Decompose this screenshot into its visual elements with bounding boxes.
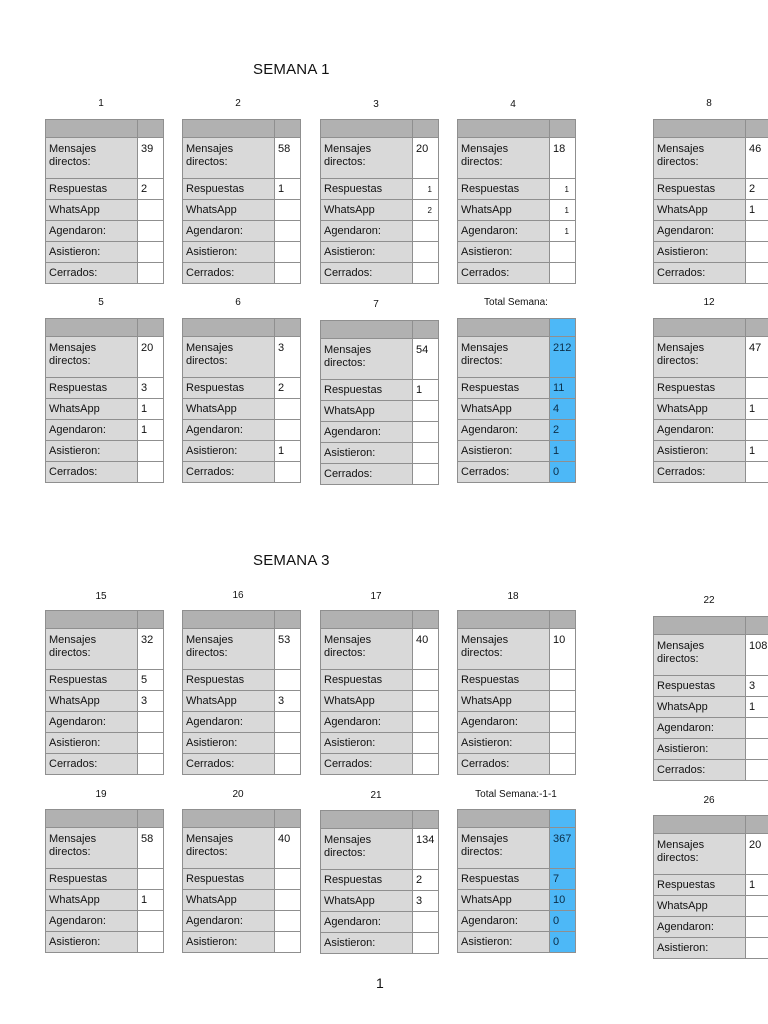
row-label: Mensajes directos: <box>321 829 413 870</box>
row-label: Asistieron: <box>458 242 550 263</box>
row-value <box>746 242 768 263</box>
row-label: WhatsApp <box>458 200 550 221</box>
row-value <box>413 733 439 754</box>
day-label: 1 <box>98 98 104 109</box>
row-label: Cerrados: <box>46 754 138 775</box>
row-value <box>413 422 439 443</box>
row-value: 40 <box>275 828 301 869</box>
row-label: Asistieron: <box>46 733 138 754</box>
row-label: Mensajes directos: <box>183 828 275 869</box>
total-table <box>457 809 576 953</box>
row-value: 3 <box>275 337 301 378</box>
row-label: WhatsApp <box>654 896 746 917</box>
total-value: 0 <box>550 932 576 953</box>
row-value: 20 <box>138 337 164 378</box>
day-label: 16 <box>232 590 244 601</box>
day-table <box>182 610 301 775</box>
row-label: Cerrados: <box>458 754 550 775</box>
day-label: 12 <box>703 297 715 308</box>
row-value <box>746 378 768 399</box>
day-label: 2 <box>235 98 241 109</box>
row-value: 3 <box>275 691 301 712</box>
row-value <box>275 911 301 932</box>
row-label: Cerrados: <box>321 263 413 284</box>
row-label: Agendaron: <box>654 420 746 441</box>
row-value <box>550 712 576 733</box>
row-value <box>413 754 439 775</box>
row-label: Mensajes directos: <box>46 828 138 869</box>
total-value: 1 <box>550 441 576 462</box>
row-label: Respuestas <box>183 670 275 691</box>
row-label: Mensajes directos: <box>654 635 746 676</box>
row-value <box>746 263 768 284</box>
day-label: 6 <box>235 297 241 308</box>
day-label: 4 <box>510 99 516 110</box>
day-table <box>182 119 301 284</box>
row-value: 1 <box>550 200 576 221</box>
row-value: 1 <box>275 179 301 200</box>
row-value: 39 <box>138 138 164 179</box>
row-label: WhatsApp <box>654 697 746 718</box>
row-value <box>275 754 301 775</box>
day-table <box>45 809 164 953</box>
row-label: Cerrados: <box>321 464 413 485</box>
row-label: Cerrados: <box>46 263 138 284</box>
row-value <box>138 242 164 263</box>
day-label: 5 <box>98 297 104 308</box>
row-label: Asistieron: <box>321 443 413 464</box>
row-value <box>413 464 439 485</box>
day-table <box>457 610 576 775</box>
row-label: Cerrados: <box>46 462 138 483</box>
row-label: Respuestas <box>321 870 413 891</box>
row-label: Agendaron: <box>183 911 275 932</box>
row-label: Asistieron: <box>458 932 550 953</box>
total-value: 2 <box>550 420 576 441</box>
row-label: Asistieron: <box>458 441 550 462</box>
row-label: Mensajes directos: <box>458 629 550 670</box>
row-label: Respuestas <box>654 378 746 399</box>
row-label: Respuestas <box>46 670 138 691</box>
row-label: Respuestas <box>654 676 746 697</box>
total-value: 0 <box>550 911 576 932</box>
row-label: Agendaron: <box>458 911 550 932</box>
row-label: Cerrados: <box>321 754 413 775</box>
row-label: Asistieron: <box>654 242 746 263</box>
row-label: Mensajes directos: <box>183 337 275 378</box>
page-number: 1 <box>376 975 384 991</box>
row-label: Agendaron: <box>183 712 275 733</box>
row-label: Mensajes directos: <box>321 339 413 380</box>
day-label: 8 <box>706 98 712 109</box>
day-label: 22 <box>703 595 715 606</box>
row-value: 2 <box>413 870 439 891</box>
row-label: Agendaron: <box>458 221 550 242</box>
row-label: Respuestas <box>321 380 413 401</box>
row-label: Cerrados: <box>183 754 275 775</box>
row-label: Agendaron: <box>46 911 138 932</box>
day-table <box>45 318 164 483</box>
row-value <box>746 917 768 938</box>
row-value <box>413 933 439 954</box>
row-label: Asistieron: <box>321 733 413 754</box>
day-table <box>653 318 768 483</box>
row-value: 1 <box>746 200 768 221</box>
day-label: 18 <box>507 591 519 602</box>
row-label: Cerrados: <box>183 263 275 284</box>
row-value: 1 <box>138 399 164 420</box>
row-value <box>275 712 301 733</box>
row-value <box>746 896 768 917</box>
row-label: Asistieron: <box>321 933 413 954</box>
row-label: WhatsApp <box>458 691 550 712</box>
row-label: Mensajes directos: <box>458 828 550 869</box>
row-label: WhatsApp <box>321 401 413 422</box>
row-value <box>746 718 768 739</box>
row-value: 58 <box>275 138 301 179</box>
row-label: Asistieron: <box>183 733 275 754</box>
row-value <box>275 242 301 263</box>
day-table <box>45 119 164 284</box>
row-label: WhatsApp <box>321 200 413 221</box>
row-label: Asistieron: <box>46 242 138 263</box>
row-value <box>550 263 576 284</box>
row-label: Agendaron: <box>321 422 413 443</box>
row-value <box>138 263 164 284</box>
row-label: Asistieron: <box>654 739 746 760</box>
row-value: 2 <box>138 179 164 200</box>
row-label: WhatsApp <box>321 691 413 712</box>
row-value: 3 <box>413 891 439 912</box>
day-table <box>457 119 576 284</box>
row-label: Agendaron: <box>46 712 138 733</box>
row-value: 1 <box>746 441 768 462</box>
row-value <box>413 401 439 422</box>
row-label: Respuestas <box>458 179 550 200</box>
row-value: 1 <box>138 420 164 441</box>
row-label: Agendaron: <box>654 917 746 938</box>
total-label: Total Semana:-1-1 <box>475 789 557 800</box>
row-value <box>413 221 439 242</box>
day-table <box>653 616 768 781</box>
row-label: Agendaron: <box>458 420 550 441</box>
row-label: WhatsApp <box>46 890 138 911</box>
row-label: Mensajes directos: <box>183 629 275 670</box>
row-value <box>746 420 768 441</box>
row-label: Mensajes directos: <box>321 138 413 179</box>
row-label: Asistieron: <box>321 242 413 263</box>
row-value <box>138 200 164 221</box>
row-value <box>275 462 301 483</box>
row-value: 2 <box>275 378 301 399</box>
row-value <box>275 399 301 420</box>
row-label: Respuestas <box>321 670 413 691</box>
row-value <box>275 200 301 221</box>
row-label: Respuestas <box>321 179 413 200</box>
row-label: Respuestas <box>458 378 550 399</box>
row-label: Mensajes directos: <box>654 834 746 875</box>
row-value: 2 <box>746 179 768 200</box>
row-label: WhatsApp <box>46 200 138 221</box>
row-value: 53 <box>275 629 301 670</box>
row-value <box>138 932 164 953</box>
row-label: Asistieron: <box>46 441 138 462</box>
row-value: 1 <box>413 380 439 401</box>
row-label: Mensajes directos: <box>654 337 746 378</box>
row-label: WhatsApp <box>46 691 138 712</box>
row-label: Respuestas <box>654 875 746 896</box>
row-value <box>413 263 439 284</box>
row-label: Agendaron: <box>321 221 413 242</box>
row-label: Respuestas <box>183 869 275 890</box>
week-title: SEMANA 3 <box>253 552 330 569</box>
row-label: WhatsApp <box>183 691 275 712</box>
row-value <box>138 733 164 754</box>
row-label: Asistieron: <box>46 932 138 953</box>
row-value <box>275 932 301 953</box>
day-table <box>320 610 439 775</box>
row-label: Respuestas <box>654 179 746 200</box>
day-label: 7 <box>373 299 379 310</box>
day-label: 15 <box>95 591 107 602</box>
row-label: Cerrados: <box>654 760 746 781</box>
row-label: Agendaron: <box>458 712 550 733</box>
row-value: 3 <box>138 691 164 712</box>
total-value: 212 <box>550 337 576 378</box>
row-label: Asistieron: <box>183 441 275 462</box>
row-value: 10 <box>550 629 576 670</box>
day-table <box>320 320 439 485</box>
row-label: Respuestas <box>46 378 138 399</box>
row-label: Asistieron: <box>654 938 746 959</box>
total-value: 4 <box>550 399 576 420</box>
row-label: WhatsApp <box>654 399 746 420</box>
row-label: WhatsApp <box>458 399 550 420</box>
row-value <box>138 462 164 483</box>
row-label: Agendaron: <box>183 420 275 441</box>
day-table <box>182 809 301 953</box>
row-value: 1 <box>550 179 576 200</box>
row-value: 3 <box>138 378 164 399</box>
row-value: 58 <box>138 828 164 869</box>
row-value: 1 <box>746 875 768 896</box>
day-table <box>653 119 768 284</box>
row-value: 40 <box>413 629 439 670</box>
row-label: Mensajes directos: <box>46 138 138 179</box>
day-label: 20 <box>232 789 244 800</box>
row-value <box>413 691 439 712</box>
row-value: 1 <box>138 890 164 911</box>
row-label: Asistieron: <box>183 932 275 953</box>
row-label: Mensajes directos: <box>321 629 413 670</box>
row-value <box>275 670 301 691</box>
row-label: Asistieron: <box>183 242 275 263</box>
row-value: 1 <box>746 399 768 420</box>
week-title: SEMANA 1 <box>253 61 330 78</box>
row-label: Agendaron: <box>654 221 746 242</box>
row-value: 134 <box>413 829 439 870</box>
day-table <box>653 815 768 959</box>
row-value <box>550 242 576 263</box>
row-value: 18 <box>550 138 576 179</box>
row-label: Cerrados: <box>654 263 746 284</box>
row-value: 54 <box>413 339 439 380</box>
row-label: Respuestas <box>46 869 138 890</box>
row-value: 32 <box>138 629 164 670</box>
row-value: 1 <box>550 221 576 242</box>
row-value <box>413 242 439 263</box>
row-label: Mensajes directos: <box>458 138 550 179</box>
day-table <box>320 119 439 284</box>
day-table <box>182 318 301 483</box>
row-value <box>413 912 439 933</box>
row-value <box>746 221 768 242</box>
row-value <box>275 733 301 754</box>
row-label: Cerrados: <box>654 462 746 483</box>
row-value <box>138 754 164 775</box>
row-value <box>746 760 768 781</box>
row-label: Mensajes directos: <box>458 337 550 378</box>
row-label: WhatsApp <box>183 890 275 911</box>
row-value: 1 <box>746 697 768 718</box>
row-label: Cerrados: <box>183 462 275 483</box>
day-label: 26 <box>703 795 715 806</box>
row-label: Asistieron: <box>458 733 550 754</box>
row-label: WhatsApp <box>321 891 413 912</box>
row-label: Agendaron: <box>183 221 275 242</box>
total-value: 367 <box>550 828 576 869</box>
row-value: 3 <box>746 676 768 697</box>
row-value: 47 <box>746 337 768 378</box>
row-label: WhatsApp <box>654 200 746 221</box>
row-value: 20 <box>746 834 768 875</box>
row-value: 2 <box>413 200 439 221</box>
row-value <box>138 712 164 733</box>
row-value <box>275 869 301 890</box>
row-value <box>550 754 576 775</box>
row-label: Agendaron: <box>46 420 138 441</box>
row-label: Agendaron: <box>321 912 413 933</box>
total-value: 10 <box>550 890 576 911</box>
row-value <box>275 221 301 242</box>
row-value <box>746 462 768 483</box>
row-value <box>138 911 164 932</box>
row-label: Agendaron: <box>321 712 413 733</box>
row-label: Respuestas <box>458 670 550 691</box>
row-label: Respuestas <box>183 179 275 200</box>
total-value: 0 <box>550 462 576 483</box>
total-value: 7 <box>550 869 576 890</box>
row-label: Agendaron: <box>654 718 746 739</box>
row-value: 1 <box>413 179 439 200</box>
row-value <box>138 441 164 462</box>
row-label: WhatsApp <box>183 200 275 221</box>
row-value <box>275 420 301 441</box>
row-label: Mensajes directos: <box>46 629 138 670</box>
row-value <box>138 869 164 890</box>
row-value <box>413 443 439 464</box>
row-value: 5 <box>138 670 164 691</box>
row-label: Cerrados: <box>458 263 550 284</box>
row-value <box>275 263 301 284</box>
row-value <box>550 691 576 712</box>
total-value: 11 <box>550 378 576 399</box>
row-label: WhatsApp <box>183 399 275 420</box>
row-label: Mensajes directos: <box>654 138 746 179</box>
row-label: WhatsApp <box>46 399 138 420</box>
day-label: 21 <box>370 790 382 801</box>
row-label: Cerrados: <box>458 462 550 483</box>
day-table <box>320 810 439 954</box>
day-label: 19 <box>95 789 107 800</box>
row-value <box>550 733 576 754</box>
day-label: 3 <box>373 99 379 110</box>
row-label: Respuestas <box>46 179 138 200</box>
day-table <box>45 610 164 775</box>
row-label: Agendaron: <box>46 221 138 242</box>
row-label: Mensajes directos: <box>183 138 275 179</box>
total-table <box>457 318 576 483</box>
row-label: WhatsApp <box>458 890 550 911</box>
row-label: Mensajes directos: <box>46 337 138 378</box>
row-label: Respuestas <box>458 869 550 890</box>
row-value <box>746 739 768 760</box>
row-label: Respuestas <box>183 378 275 399</box>
row-value: 1 <box>275 441 301 462</box>
row-value <box>746 938 768 959</box>
row-value <box>413 670 439 691</box>
row-label: Asistieron: <box>654 441 746 462</box>
total-label: Total Semana: <box>484 297 548 308</box>
row-value <box>275 890 301 911</box>
row-value: 108 <box>746 635 768 676</box>
row-value: 46 <box>746 138 768 179</box>
row-value <box>550 670 576 691</box>
row-value <box>138 221 164 242</box>
row-value <box>413 712 439 733</box>
row-value: 20 <box>413 138 439 179</box>
day-label: 17 <box>370 591 382 602</box>
